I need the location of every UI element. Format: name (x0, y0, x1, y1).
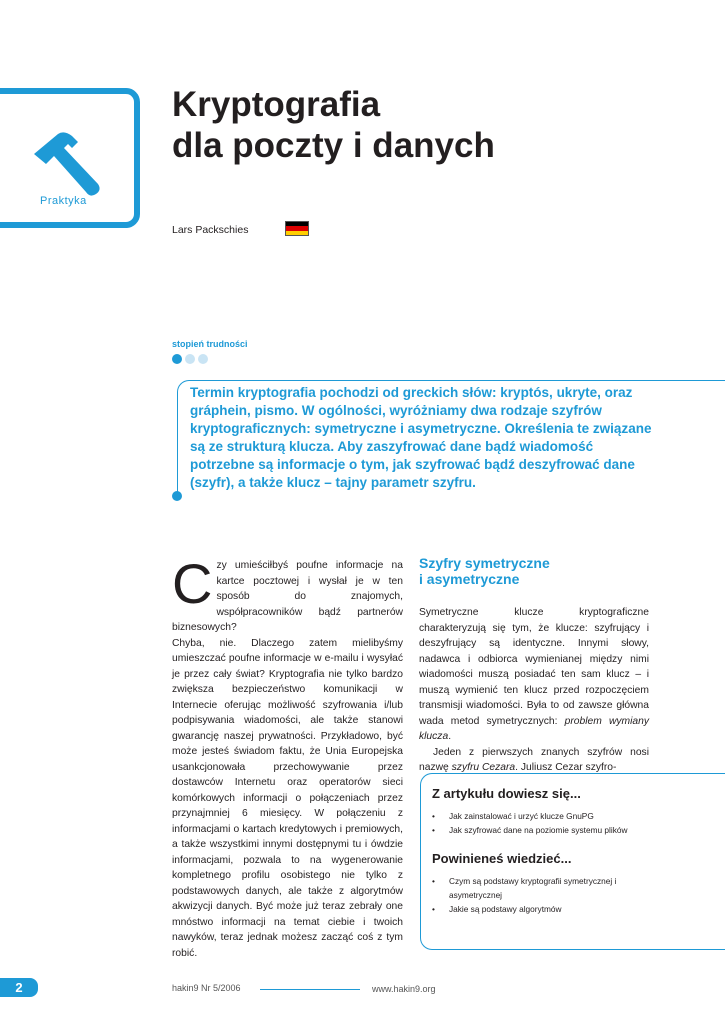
list-item: • Jak zainstalować i urzyć klucze GnuPG (432, 809, 652, 823)
difficulty-dot-empty (198, 354, 208, 364)
difficulty-dot-empty (185, 354, 195, 364)
hammer-icon (28, 130, 108, 200)
lead-paragraph: Termin kryptografia pochodzi od greckich słów: kryptós, ukryte, oraz gráphein, pismo. W ogólności, wyróżniamy dwa rodzaje szyfrów kryptograficznych: symetryczne i asymetryczne. Określenia te związane są ze strukturą klucza. Aby zaszyfrować dane bądź wiadomość potrzebne są informacje o tym, jak szyfrować bądź deszyfrować dane (szyfr), a także klucz – tajny parametr szyfru. (190, 385, 652, 490)
paragraph: Symetryczne klucze kryptograficzne charakteryzują się tym, że klucze: szyfrujący i deszyfrujący są identyczne. Innymi słowy, nadawca i odbiorca wymienianej między nimi wiadomości muszą posiadać ten sam klucz – i muszą wymienić ten klucz przed rozpoczęciem transmisji wiadomości. Była to od zawsze główna wada metod symetrycznych: problem wymiany klucza. (419, 607, 649, 742)
issue-info: hakin9 Nr 5/2006 (172, 983, 241, 993)
title-line-2: dla poczty i danych (172, 126, 495, 165)
author-name: Lars Packschies (172, 224, 249, 236)
lead-bullet (172, 491, 182, 501)
footer-divider (260, 989, 360, 990)
section-heading: Szyfry symetryczne i asymetryczne (419, 555, 550, 587)
info-box-heading: Z artykułu dowiesz się... (432, 786, 581, 801)
section-label: Praktyka (40, 195, 87, 207)
info-box-heading: Powinieneś wiedzieć... (432, 851, 572, 866)
intro-text: zy umieściłbyś poufne informacje na kartce pocztowej i wysłał je w ten sposób do znajomych, współpracowników bądź partnerów biznesowych? (172, 560, 403, 633)
list-item: • Jak szyfrować dane na poziomie systemu plików (432, 823, 652, 837)
germany-flag-icon (285, 221, 309, 236)
prereq-list (432, 874, 652, 916)
difficulty-label: stopień trudności (172, 339, 248, 349)
difficulty-dot-filled (172, 354, 182, 364)
body-text: Chyba, nie. Dlaczego zatem mielibyśmy umieszczać poufne informacje w e-mailu i wysyłać je przez cały świat? Kryptografia nie tylko bardzo zwiększa bezpieczeństwo komunikacji w Internecie oferując możliwość szyfrowania i/lub podpisywania wiadomości, ale także stanowi gwarancję naszej prywatności. Przykładowo, być może jesteś świadom faktu, że Unia Europejska usankcjonowała przechowywanie przez dostawców Internetu oraz operatorów sieci komórkowych informacji o połączeniach przez przynajmniej 6 miesięcy. W połączeniu z informacjami o kartach kredytowych i premiowych, a także wszystkimi innymi dostępnymi tu i ówdzie informacjami, pozwala to na wygenerowanie kompletnego profilu osobistego nie tylko z podstawowych danych, ale także z algorytmów akwizycji danych. Być może już teraz zebrały one mnóstwo informacji na temat ciebie i twoich nawyków, teraz jednak możesz zacząć coś z tym robić. (172, 637, 403, 959)
difficulty-rating (172, 354, 208, 364)
body-column-1 (172, 552, 403, 961)
page-number: 2 (0, 978, 38, 997)
list-item: • Czym są podstawy kryptografii symetrycznej i asymetrycznej (432, 874, 652, 902)
dropcap: C (172, 552, 213, 615)
body-column-2 (419, 555, 649, 776)
website-link[interactable]: www.hakin9.org (372, 984, 436, 994)
info-box-content (432, 786, 652, 930)
paragraph: Jeden z pierwszych znanych szyfrów nosi nazwę szyfru Cezara. Juliusz Cezar szyfro- (419, 746, 649, 773)
list-item: • Jakie są podstawy algorytmów (432, 902, 652, 916)
article-title (172, 84, 495, 166)
learn-list (432, 809, 652, 837)
title-line-1: Kryptografia (172, 85, 381, 124)
